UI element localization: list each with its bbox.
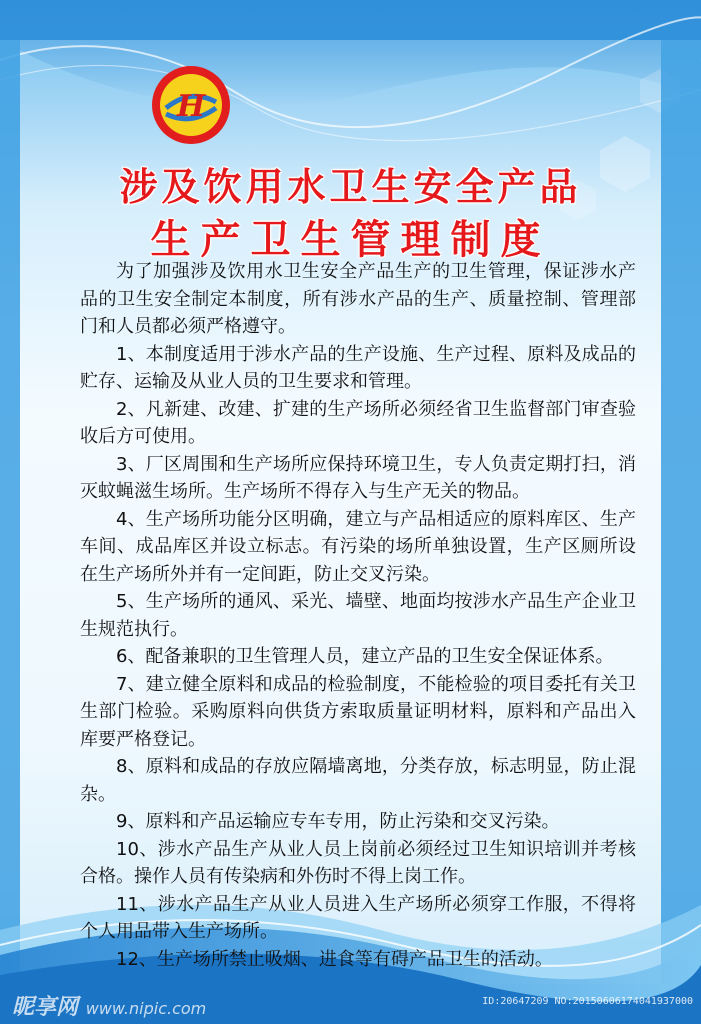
rule-5: 5、生产场所的通风、采光、墙壁、地面均按涉水产品生产企业卫生规范执行。 — [80, 591, 636, 640]
rule-12: 12、生产场所禁止吸烟、进食等有碍产品卫生的活动。 — [116, 948, 553, 970]
rule-3: 3、厂区周围和生产场所应保持环境卫生，专人负责定期打扫，消灭蚊蝇滋生场所。生产场所不得存入与生产无关的物品。 — [80, 453, 636, 502]
image-id-label: ID:20647209 NO:20150606174041937000 — [482, 996, 693, 1007]
rule-2: 2、凡新建、改建、扩建的生产场所必须经省卫生监督部门审查验收后方可使用。 — [80, 398, 636, 447]
rule-10: 10、涉水产品生产从业人员上岗前必须经过卫生知识培训并考核合格。操作人员有传染病和外伤时不得上岗工作。 — [80, 838, 636, 887]
rule-9: 9、原料和产品运输应专车专用，防止污染和交叉污染。 — [116, 811, 560, 832]
rule-6: 6、配备兼职的卫生管理人员，建立产品的卫生安全保证体系。 — [116, 646, 614, 667]
rule-4: 4、生产场所功能分区明确，建立与产品相适应的原料库区、生产车间、成品库区并设立标志。有污染的场所单独设置，生产区厕所设在生产场所外并有一定间距，防止交叉污染。 — [80, 508, 636, 585]
watermark-brand: 昵享网 — [12, 995, 79, 1020]
intro-paragraph: 为了加强涉及饮用水卫生安全产品生产的卫生管理，保证涉水产品的卫生安全制定本制度，所有涉水产品的生产、质量控制、管理部门和人员都必须严格遵守。 — [80, 261, 636, 337]
rule-7: 7、建立健全原料和成品的检验制度，不能检验的项目委托有关卫生部门检验。采购原料向供货方索取质量证明材料，原料和产品出入库要严格登记。 — [80, 673, 636, 750]
watermark — [12, 990, 206, 1021]
company-logo-icon — [150, 64, 232, 146]
rule-8: 8、原料和成品的存放应隔墙离地，分类存放，标志明显，防止混杂。 — [80, 756, 636, 805]
title-line-2: 生产卫生管理制度 — [150, 217, 551, 263]
regulations-body — [80, 258, 636, 973]
rule-1: 1、本制度适用于涉水产品的生产设施、生产过程、原料及成品的贮存、运输及从业人员的卫生要求和管理。 — [80, 343, 636, 392]
title-line-1: 涉及饮用水卫生安全产品 — [119, 165, 582, 209]
rule-11: 11、涉水产品生产从业人员进入生产场所必须穿工作服，不得将个人用品带入生产场所。 — [80, 893, 636, 942]
logo-letter: H — [176, 89, 206, 124]
watermark-url: www.nipic.com — [85, 999, 207, 1018]
